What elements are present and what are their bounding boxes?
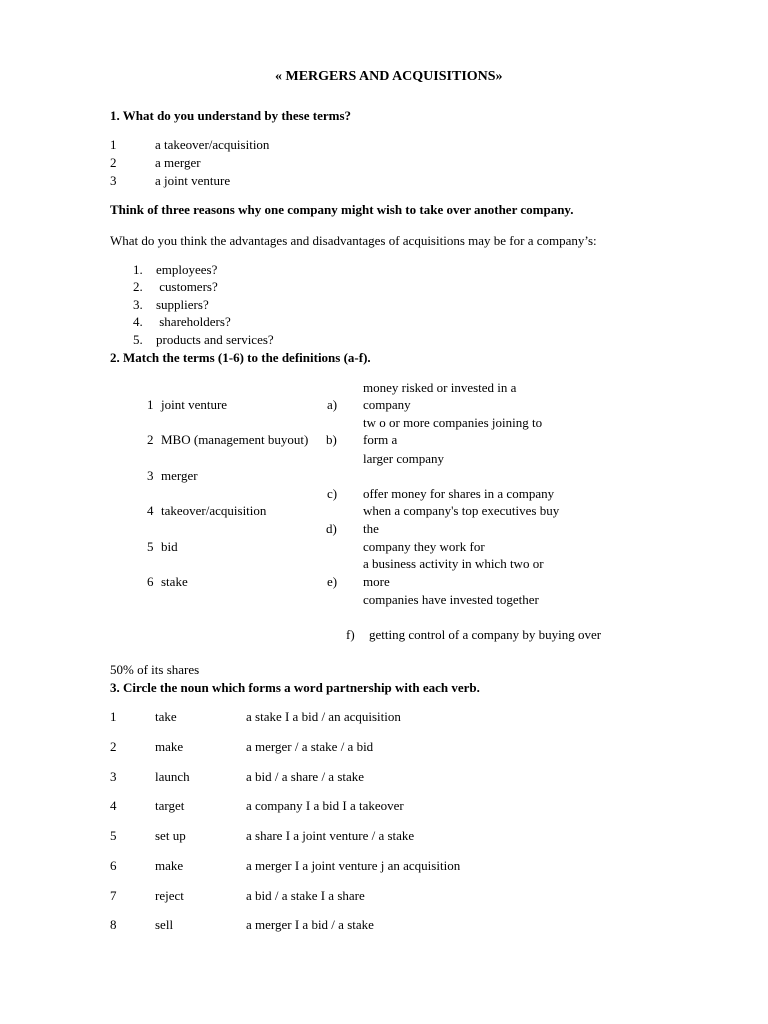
- stakeholder-number: 4.: [133, 314, 143, 329]
- match-term-number: 2: [147, 432, 154, 447]
- row-options: a share I a joint venture / a stake: [246, 828, 415, 843]
- section3-heading: 3. Circle the noun which forms a word partnership with each verb.: [110, 680, 480, 695]
- term-number: 1: [110, 137, 117, 152]
- definition-letter: f): [346, 627, 355, 642]
- stakeholder-text: employees?: [156, 262, 218, 277]
- stakeholder-number: 1.: [133, 262, 143, 277]
- definition-letter: b): [326, 432, 337, 447]
- definition-line: when a company's top executives buy: [363, 503, 560, 518]
- row-verb: take: [155, 709, 177, 724]
- section1-heading: 1. What do you understand by these terms?: [110, 108, 352, 123]
- row-options: a company I a bid I a takeover: [246, 798, 404, 813]
- definition-line: offer money for shares in a company: [363, 486, 555, 501]
- term-number: 3: [110, 173, 117, 188]
- row-number: 2: [110, 739, 117, 754]
- definition-line: form a: [363, 432, 398, 447]
- definition-letter: c): [327, 486, 338, 501]
- stakeholder-text: suppliers?: [156, 297, 209, 312]
- match-term-number: 6: [147, 574, 154, 589]
- definition-letter: a): [327, 397, 338, 412]
- row-options: a merger / a stake / a bid: [246, 739, 374, 754]
- row-options: a merger I a joint venture j an acquisition: [246, 858, 461, 873]
- term-text: a joint venture: [155, 173, 231, 188]
- stakeholder-number: 5.: [133, 332, 143, 347]
- match-term-text: joint venture: [161, 397, 228, 412]
- row-options: a bid / a stake I a share: [246, 888, 365, 903]
- definition-line: the: [363, 521, 379, 536]
- match-term-text: takeover/acquisition: [161, 503, 267, 518]
- definition-line: larger company: [363, 451, 444, 466]
- stakeholder-number: 3.: [133, 297, 143, 312]
- row-number: 7: [110, 888, 117, 903]
- match-term-number: 5: [147, 539, 154, 554]
- row-options: a stake I a bid / an acquisition: [246, 709, 401, 724]
- row-verb: launch: [155, 769, 190, 784]
- match-term-text: merger: [161, 468, 198, 483]
- definition-line: companies have invested together: [363, 592, 539, 607]
- row-number: 6: [110, 858, 117, 873]
- row-number: 3: [110, 769, 117, 784]
- row-verb: sell: [155, 917, 174, 932]
- match-term-number: 1: [147, 397, 154, 412]
- definition-line: company they work for: [363, 539, 485, 554]
- stakeholder-text: customers?: [156, 279, 218, 294]
- definition-letter: e): [327, 574, 338, 589]
- row-number: 8: [110, 917, 117, 932]
- row-verb: target: [155, 798, 185, 813]
- definition-line: more: [363, 574, 390, 589]
- stakeholder-number: 2.: [133, 279, 143, 294]
- definition-line: 50% of its shares: [110, 662, 200, 677]
- match-term-text: stake: [161, 574, 188, 589]
- row-number: 4: [110, 798, 117, 813]
- row-number: 1: [110, 709, 117, 724]
- match-term-number: 4: [147, 503, 154, 518]
- definition-line: getting control of a company by buying over: [369, 627, 602, 642]
- match-term-text: bid: [161, 539, 178, 554]
- stakeholder-text: products and services?: [156, 332, 274, 347]
- reasons-prompt: Think of three reasons why one company might wish to take over another company.: [110, 202, 574, 217]
- term-number: 2: [110, 155, 117, 170]
- stakeholder-text: shareholders?: [156, 314, 231, 329]
- definition-line: money risked or invested in a: [363, 380, 517, 395]
- term-text: a takeover/acquisition: [155, 137, 270, 152]
- term-text: a merger: [155, 155, 201, 170]
- definition-letter: d): [326, 521, 337, 536]
- definition-line: tw o or more companies joining to: [363, 415, 543, 430]
- row-verb: make: [155, 858, 184, 873]
- row-verb: set up: [155, 828, 186, 843]
- page-title: « MERGERS AND ACQUISITIONS»: [275, 69, 503, 84]
- row-number: 5: [110, 828, 117, 843]
- row-verb: reject: [155, 888, 184, 903]
- section2-heading: 2. Match the terms (1-6) to the definitions (a-f).: [110, 350, 371, 365]
- match-term-text: MBO (management buyout): [161, 432, 309, 447]
- row-options: a merger I a bid / a stake: [246, 917, 374, 932]
- match-term-number: 3: [147, 468, 154, 483]
- definition-line: a business activity in which two or: [363, 556, 544, 571]
- row-verb: make: [155, 739, 184, 754]
- row-options: a bid / a share / a stake: [246, 769, 365, 784]
- advantages-prompt: What do you think the advantages and disadvantages of acquisitions may be for a company’s:: [110, 233, 597, 248]
- definition-line: company: [363, 397, 411, 412]
